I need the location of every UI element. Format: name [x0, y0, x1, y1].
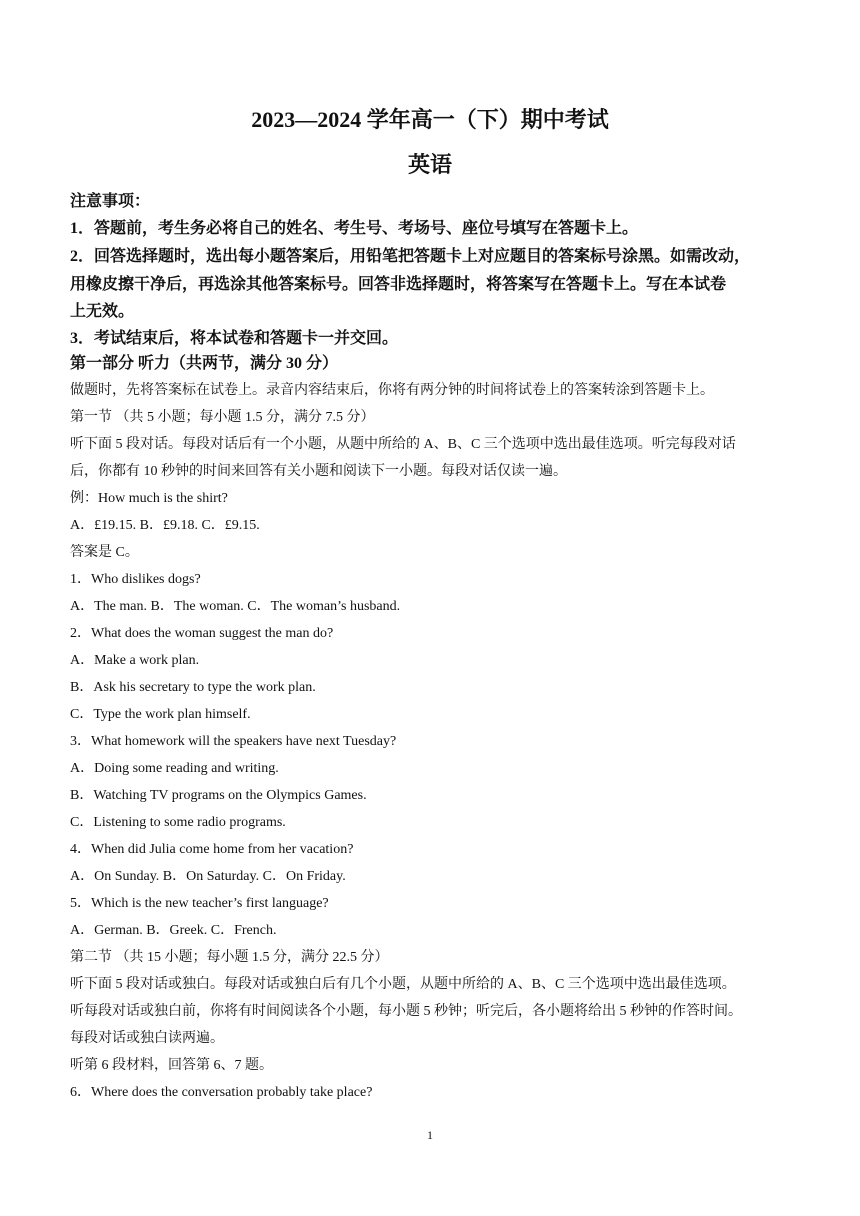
question-1-options: A．The man. B．The woman. C．The woman’s husband.: [70, 599, 401, 614]
question-2-option-c: C．Type the work plan himself.: [70, 707, 251, 722]
section2-instr-a: 听下面 5 段对话或独白。每段对话或独白后有几个小题，从题中所给的 A、B、C 三个选项中选出最佳选项。: [70, 977, 736, 992]
page-number: 1: [427, 1128, 433, 1142]
section2-instr-b: 听每段对话或独白前，你将有时间阅读各个小题，每小题 5 秒钟；听完后，各小题将给出 5 秒钟的作答时间。: [70, 1004, 742, 1019]
section1-heading: 第一节 （共 5 小题；每小题 1.5 分，满分 7.5 分）: [70, 410, 375, 425]
example-options: A．£19.15. B．£9.18. C．£9.15.: [70, 518, 260, 533]
note-1: 1．答题前，考生务必将自己的姓名、考生号、考场号、座位号填写在答题卡上。: [70, 220, 639, 237]
note-2a: 2．回答选择题时，选出每小题答案后，用铅笔把答题卡上对应题目的答案标号涂黑。如需改动，: [70, 248, 751, 265]
question-3: 3．What homework will the speakers have next Tuesday?: [70, 734, 397, 749]
section2-heading: 第二节 （共 15 小题；每小题 1.5 分，满分 22.5 分）: [70, 950, 389, 965]
question-4: 4．When did Julia come home from her vacation?: [70, 842, 354, 857]
section1-instr-a: 听下面 5 段对话。每段对话后有一个小题，从题中所给的 A、B、C 三个选项中选出最佳选项。听完每段对话: [70, 437, 736, 452]
material-6-heading: 听第 6 段材料，回答第 6、7 题。: [70, 1058, 273, 1073]
notes-heading: 注意事项：: [70, 193, 151, 210]
question-6: 6．Where does the conversation probably take place?: [70, 1085, 373, 1100]
section2-instr-c: 每段对话或独白读两遍。: [70, 1031, 224, 1046]
example-answer: 答案是 C。: [70, 545, 139, 560]
question-5-options: A．German. B．Greek. C．French.: [70, 923, 277, 938]
question-1: 1．Who dislikes dogs?: [70, 572, 201, 587]
question-4-options: A．On Sunday. B．On Saturday. C．On Friday.: [70, 869, 346, 884]
question-5: 5．Which is the new teacher’s first language?: [70, 896, 329, 911]
question-3-option-a: A．Doing some reading and writing.: [70, 761, 279, 776]
note-2b: 用橡皮擦干净后，再选涂其他答案标号。回答非选择题时，将答案写在答题卡上。写在本试卷: [70, 276, 727, 293]
question-3-option-c: C．Listening to some radio programs.: [70, 815, 286, 830]
question-3-option-b: B．Watching TV programs on the Olympics Games.: [70, 788, 367, 803]
subject-title: 英语: [407, 152, 452, 177]
example-question: 例：How much is the shirt?: [70, 491, 228, 506]
question-2-option-b: B．Ask his secretary to type the work plan.: [70, 680, 316, 695]
part1-heading: 第一部分 听力（共两节，满分 30 分）: [70, 355, 339, 372]
part1-intro: 做题时，先将答案标在试卷上。录音内容结束后，你将有两分钟的时间将试卷上的答案转涂到答题卡上。: [70, 383, 714, 398]
exam-title: 2023—2024 学年高一（下）期中考试: [251, 107, 609, 132]
note-2c: 上无效。: [70, 303, 135, 320]
section1-instr-b: 后，你都有 10 秒钟的时间来回答有关小题和阅读下一小题。每段对话仅读一遍。: [70, 464, 567, 479]
note-3: 3．考试结束后，将本试卷和答题卡一并交回。: [70, 330, 399, 347]
question-2-option-a: A．Make a work plan.: [70, 653, 200, 668]
question-2: 2．What does the woman suggest the man do?: [70, 626, 334, 641]
